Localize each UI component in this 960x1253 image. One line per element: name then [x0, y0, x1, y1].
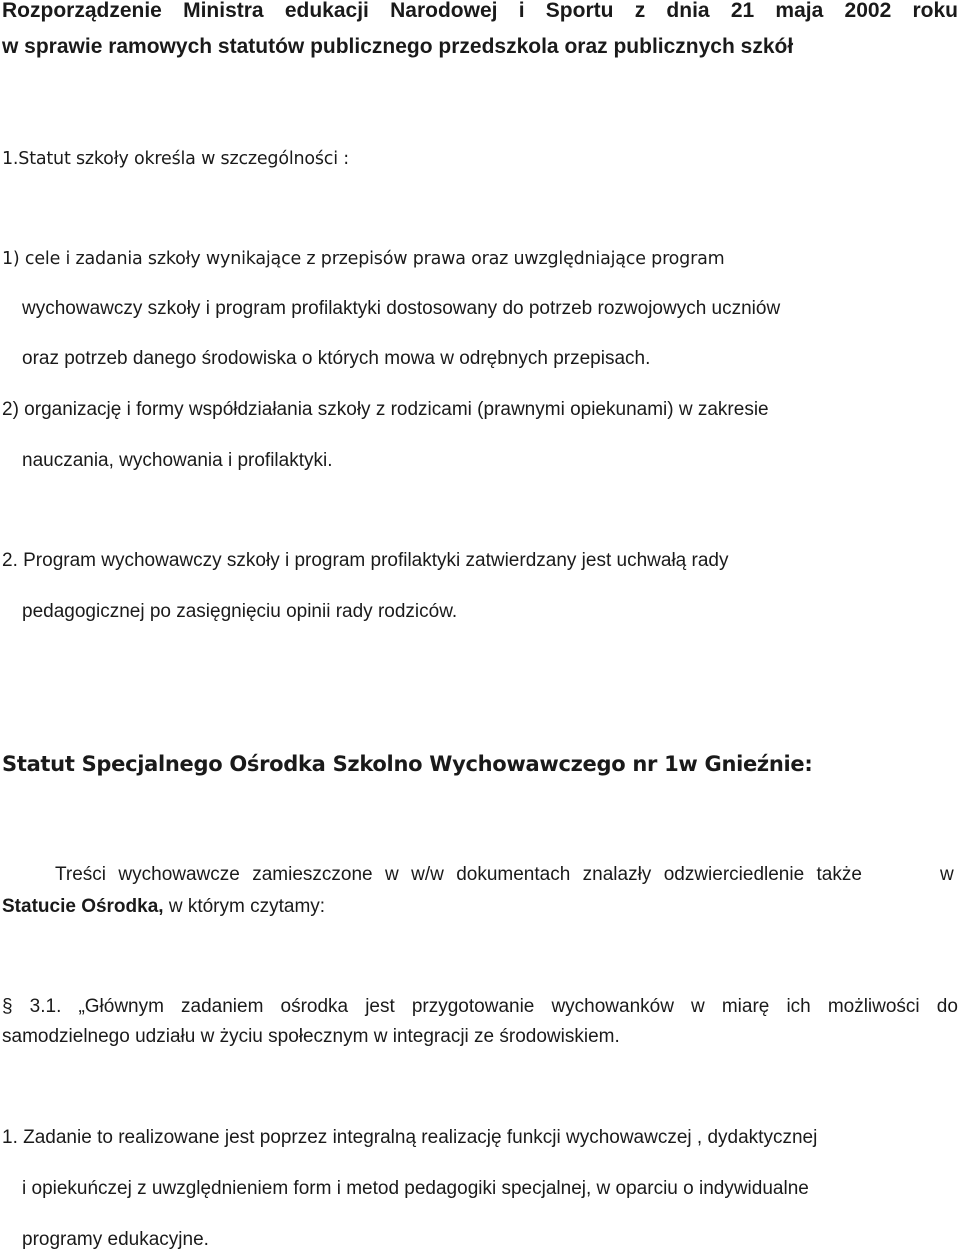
- statute-p2-word: wychowanków: [551, 996, 674, 1017]
- statute-p1-word: w/w: [411, 864, 444, 885]
- statute-p2-word: ośrodka: [280, 996, 349, 1017]
- item2-line-1: 2) organizację i formy współdziałania szkoły z rodzicami (prawnymi opiekunami) w zakresie: [2, 399, 769, 420]
- statute-p1-trailing: w: [940, 864, 954, 885]
- statute-p3-line-2: i opiekuńczej z uwzględnieniem form i metod pedagogiki specjalnej, w oparciu o indywidualne: [22, 1178, 809, 1199]
- statute-p2-line-1: [2, 995, 958, 1019]
- title-word: Ministra: [183, 0, 264, 22]
- statute-p1-word: odzwierciedlenie: [663, 864, 805, 885]
- statute-p2-word: w: [691, 996, 705, 1017]
- title-word: i: [518, 0, 525, 22]
- statute-p1-word: dokumentach: [456, 864, 571, 885]
- item2-line-2: nauczania, wychowania i profilaktyki.: [22, 450, 333, 471]
- title-word: 21: [730, 0, 755, 22]
- statute-p2-word: 3.1.: [29, 996, 62, 1017]
- title-word: dnia: [666, 0, 710, 22]
- statute-p2-word: ich: [786, 996, 811, 1017]
- title-word: roku: [912, 0, 958, 22]
- title-word: 2002: [844, 0, 892, 22]
- statute-p1-word: wychowawcze: [118, 864, 240, 885]
- statute-p1-line-2: [2, 895, 325, 919]
- title-word: z: [634, 0, 646, 22]
- statute-p2-word: zadaniem: [181, 996, 264, 1017]
- statute-p2-word: przygotowanie: [411, 996, 535, 1017]
- statute-name: Statucie Ośrodka,: [2, 896, 164, 917]
- section2-line-2: pedagogicznej po zasięgnięciu opinii rady rodziców.: [22, 601, 458, 622]
- statute-p2-word: „Głównym: [78, 996, 164, 1017]
- title-word: Sportu: [545, 0, 614, 22]
- statute-p1-word: Treści: [55, 864, 107, 885]
- item1-line-3: oraz potrzeb danego środowiska o których mowa w odrębnych przepisach.: [22, 348, 651, 369]
- statute-p1-word: w: [384, 864, 399, 885]
- section1-intro: 1.Statut szkoły określa w szczególności :: [2, 149, 349, 169]
- statute-p2-word: miarę: [721, 996, 770, 1017]
- item1-line-1: 1) cele i zadania szkoły wynikające z przepisów prawa oraz uwzględniające program: [2, 249, 725, 269]
- statute-heading: Statut Specjalnego Ośrodka Szkolno Wychowawczego nr 1w Gnieźnie:: [2, 752, 813, 776]
- title-word: Rozporządzenie: [2, 0, 162, 22]
- statute-p2-word: §: [2, 996, 13, 1017]
- item1-line-2: wychowawczy szkoły i program profilaktyki dostosowany do potrzeb rozwojowych uczniów: [22, 298, 781, 319]
- statute-p2-line-2: samodzielnego udziału w życiu społecznym w integracji ze środowiskiem.: [2, 1026, 620, 1047]
- statute-p3-line-1: 1. Zadanie to realizowane jest poprzez integralną realizację funkcji wychowawczej , dydaktycznej: [2, 1127, 818, 1148]
- section2-line-1: 2. Program wychowawczy szkoły i program profilaktyki zatwierdzany jest uchwałą rady: [2, 550, 729, 571]
- title-line-1: [2, 0, 958, 23]
- statute-p1-word: znalazły: [582, 864, 652, 885]
- statute-p2-word: do: [936, 996, 958, 1017]
- statute-p1-word: także: [816, 864, 862, 885]
- statute-p2-word: możliwości: [827, 996, 920, 1017]
- title-word: edukacji: [284, 0, 369, 22]
- title-word: maja: [775, 0, 824, 22]
- title-line-2: w sprawie ramowych statutów publicznego przedszkola oraz publicznych szkół: [2, 35, 794, 58]
- statute-p1-line-2-rest: w którym czytamy:: [163, 896, 326, 917]
- title-word: Narodowej: [390, 0, 498, 22]
- statute-p1-word: zamieszczone: [252, 864, 373, 885]
- statute-p1-line-1: [55, 863, 862, 887]
- statute-p2-word: jest: [365, 996, 395, 1017]
- statute-p3-line-3: programy edukacyjne.: [22, 1229, 209, 1250]
